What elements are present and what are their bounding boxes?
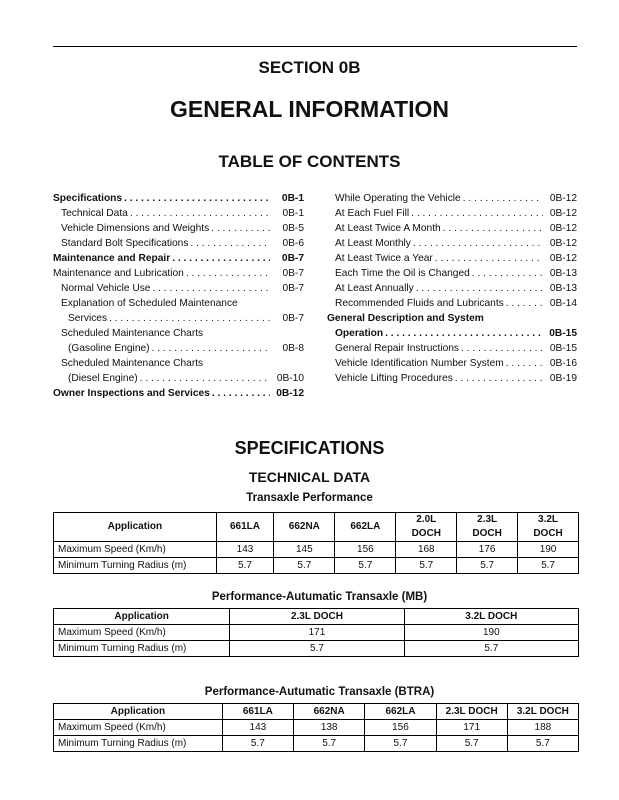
toc-entry[interactable] — [327, 296, 577, 311]
table-header-row — [54, 513, 579, 542]
table-cell: 190 — [518, 542, 579, 558]
column-header: 3.2L DOCH — [404, 609, 578, 625]
toc-entry-title: Recommended Fluids and Lubricants — [335, 298, 504, 309]
toc-entry-title: At Least Annually — [335, 283, 414, 294]
toc-dot-leader — [433, 251, 543, 266]
toc-dot-leader — [122, 191, 270, 206]
toc-entry-title: At Least Twice A Month — [335, 223, 441, 234]
toc-entry[interactable] — [327, 206, 577, 221]
table-row — [54, 641, 579, 657]
table-row — [54, 736, 579, 752]
table-header-row — [54, 704, 579, 720]
table-row — [54, 625, 579, 641]
toc-entry-title: At Least Twice a Year — [335, 253, 433, 264]
toc-entry[interactable] — [327, 221, 577, 236]
toc-entry[interactable] — [53, 221, 304, 236]
table-title-btra: Performance-Autumatic Transaxle (BTRA) — [204, 686, 435, 698]
table-cell: 171 — [436, 720, 507, 736]
toc-entry[interactable] — [327, 251, 577, 266]
row-label: Maximum Speed (Km/h) — [54, 720, 223, 736]
toc-entry-title: Standard Bolt Specifications — [61, 238, 189, 249]
toc-entry-title: Each Time the Oil is Changed — [335, 268, 470, 279]
toc-right-column — [327, 191, 577, 386]
table-row — [54, 720, 579, 736]
toc-entry-page: 0B-7 — [282, 313, 304, 324]
toc-entry-title: While Operating the Vehicle — [335, 193, 461, 204]
toc-entry-page: 0B-6 — [282, 238, 304, 249]
specifications-heading: SPECIFICATIONS — [234, 438, 385, 458]
technical-data-heading: TECHNICAL DATA — [248, 469, 371, 485]
toc-entry-title: (Gasoline Engine) — [68, 343, 150, 354]
toc-entry[interactable] — [53, 206, 304, 221]
toc-entry[interactable] — [327, 191, 577, 206]
toc-dot-leader — [184, 266, 270, 281]
toc-entry-title: Normal Vehicle Use — [61, 283, 151, 294]
table-cell: 5.7 — [518, 558, 579, 574]
toc-entry-page: 0B-12 — [549, 193, 577, 204]
toc-entry[interactable] — [53, 386, 304, 401]
column-header: 662NA — [274, 513, 335, 542]
table-cell: 156 — [365, 720, 436, 736]
toc-dot-leader — [504, 296, 543, 311]
table-cell: 168 — [396, 542, 457, 558]
table-cell: 5.7 — [404, 641, 578, 657]
column-header: 662NA — [293, 704, 364, 720]
toc-entry-title: (Diesel Engine) — [68, 373, 138, 384]
table-cell: 143 — [222, 720, 293, 736]
toc-entry-title: General Description and System — [327, 313, 484, 324]
toc-entry[interactable] — [327, 371, 577, 386]
toc-entry-page: 0B-1 — [282, 208, 304, 219]
table-header-row — [54, 609, 579, 625]
toc-dot-leader — [453, 371, 543, 386]
toc-dot-leader — [150, 341, 270, 356]
table-cell: 143 — [216, 542, 274, 558]
table-cell: 5.7 — [457, 558, 518, 574]
column-header: 3.2L DOCH — [518, 513, 579, 542]
toc-dot-leader — [150, 281, 270, 296]
toc-entry-title: Services — [68, 313, 108, 324]
toc-dot-leader — [461, 191, 543, 206]
toc-entry-page: 0B-13 — [549, 283, 577, 294]
table-cell: 5.7 — [365, 736, 436, 752]
transaxle-performance-table — [53, 512, 579, 574]
column-header: 661LA — [222, 704, 293, 720]
header-rule — [53, 46, 577, 47]
toc-entry-page: 0B-5 — [282, 223, 304, 234]
table-title-mb: Performance-Autumatic Transaxle (MB) — [211, 591, 428, 603]
toc-entry-title: Vehicle Identification Number System — [335, 358, 504, 369]
toc-entry-page: 0B-13 — [549, 268, 577, 279]
toc-entry-title: General Repair Instructions — [335, 343, 460, 354]
column-header: 2.3L DOCH — [436, 704, 507, 720]
toc-entry-page: 0B-15 — [549, 328, 577, 339]
toc-entry-page: 0B-7 — [282, 283, 304, 294]
toc-left-column — [53, 191, 304, 401]
column-header: 2.0L DOCH — [396, 513, 457, 542]
table-cell: 190 — [404, 625, 578, 641]
automatic-transaxle-mb-table — [53, 608, 579, 657]
toc-entry[interactable] — [53, 371, 304, 386]
toc-entry-page: 0B-12 — [549, 253, 577, 264]
toc-entry-page: 0B-14 — [549, 298, 577, 309]
table-cell: 145 — [274, 542, 335, 558]
table-cell: 5.7 — [230, 641, 404, 657]
row-label: Minimum Turning Radius (m) — [54, 558, 217, 574]
column-header: 2.3L DOCH — [457, 513, 518, 542]
toc-dot-leader — [128, 206, 270, 221]
toc-heading: TABLE OF CONTENTS — [218, 152, 401, 171]
toc-entry[interactable] — [53, 236, 304, 251]
toc-entry-title: Owner Inspections and Services — [53, 388, 210, 399]
toc-entry[interactable] — [53, 341, 304, 356]
table-cell: 176 — [457, 542, 518, 558]
toc-entry-title: At Each Fuel Fill — [335, 208, 410, 219]
toc-dot-leader — [441, 221, 543, 236]
toc-entry-page: 0B-12 — [276, 388, 304, 399]
column-header: Application — [54, 609, 230, 625]
table-cell: 171 — [230, 625, 404, 641]
toc-entry-page: 0B-19 — [549, 373, 577, 384]
toc-entry[interactable] — [53, 251, 304, 266]
toc-entry[interactable] — [53, 191, 304, 206]
toc-entry-title: Vehicle Dimensions and Weights — [61, 223, 210, 234]
toc-entry[interactable] — [327, 281, 577, 296]
row-label: Minimum Turning Radius (m) — [54, 736, 223, 752]
toc-entry[interactable] — [53, 281, 304, 296]
column-header: 3.2L DOCH — [507, 704, 578, 720]
toc-entry[interactable] — [53, 311, 304, 326]
table-row — [54, 542, 579, 558]
toc-entry-page: 0B-12 — [549, 208, 577, 219]
row-label: Minimum Turning Radius (m) — [54, 641, 230, 657]
table-title-transaxle: Transaxle Performance — [246, 492, 373, 504]
column-header: 662LA — [365, 704, 436, 720]
table-cell: 156 — [335, 542, 396, 558]
toc-dot-leader — [504, 356, 543, 371]
toc-entry[interactable] — [53, 296, 304, 311]
automatic-transaxle-btra-table — [53, 703, 579, 752]
table-cell: 5.7 — [436, 736, 507, 752]
toc-entry-page: 0B-7 — [282, 268, 304, 279]
table-cell: 5.7 — [507, 736, 578, 752]
toc-dot-leader — [107, 311, 270, 326]
column-header: Application — [54, 704, 223, 720]
toc-entry-page: 0B-7 — [281, 253, 304, 264]
toc-dot-leader — [470, 266, 543, 281]
table-cell: 5.7 — [216, 558, 274, 574]
toc-entry-page: 0B-12 — [549, 223, 577, 234]
column-header: 661LA — [216, 513, 274, 542]
toc-entry-title: Operation — [335, 328, 384, 339]
toc-dot-leader — [414, 281, 543, 296]
toc-entry[interactable] — [327, 311, 577, 326]
toc-dot-leader — [409, 206, 543, 221]
table-cell: 5.7 — [293, 736, 364, 752]
toc-entry[interactable] — [53, 356, 304, 371]
toc-entry-title: Maintenance and Repair — [53, 253, 171, 264]
toc-entry-page: 0B-15 — [549, 343, 577, 354]
toc-entry-title: At Least Monthly — [335, 238, 411, 249]
toc-dot-leader — [209, 221, 270, 236]
row-label: Maximum Speed (Km/h) — [54, 625, 230, 641]
column-header: 2.3L DOCH — [230, 609, 404, 625]
toc-entry[interactable] — [327, 356, 577, 371]
toc-entry-page: 0B-8 — [282, 343, 304, 354]
row-label: Maximum Speed (Km/h) — [54, 542, 217, 558]
toc-entry-page: 0B-10 — [276, 373, 304, 384]
toc-entry[interactable] — [327, 236, 577, 251]
toc-entry-title: Explanation of Scheduled Maintenance — [61, 298, 238, 309]
toc-dot-leader — [138, 371, 270, 386]
toc-dot-leader — [170, 251, 270, 266]
toc-dot-leader — [459, 341, 543, 356]
toc-entry-title: Specifications — [53, 193, 123, 204]
toc-entry-title: Scheduled Maintenance Charts — [61, 358, 204, 369]
toc-entry[interactable] — [327, 266, 577, 281]
table-cell: 5.7 — [396, 558, 457, 574]
toc-entry-title: Vehicle Lifting Procedures — [335, 373, 453, 384]
table-cell: 188 — [507, 720, 578, 736]
toc-entry-title: Maintenance and Lubrication — [53, 268, 184, 279]
column-header: 662LA — [335, 513, 396, 542]
toc-entry[interactable] — [327, 326, 577, 341]
toc-entry[interactable] — [53, 326, 304, 341]
toc-entry-title: Scheduled Maintenance Charts — [61, 328, 204, 339]
table-cell: 5.7 — [222, 736, 293, 752]
page-title: GENERAL INFORMATION — [170, 96, 449, 122]
toc-entry-page: 0B-1 — [281, 193, 304, 204]
table-cell: 138 — [293, 720, 364, 736]
toc-entry-page: 0B-16 — [549, 358, 577, 369]
section-label: SECTION 0B — [258, 58, 361, 77]
toc-entry-page: 0B-12 — [549, 238, 577, 249]
table-cell: 5.7 — [274, 558, 335, 574]
toc-entry-title: Technical Data — [61, 208, 128, 219]
column-header: Application — [54, 513, 217, 542]
table-cell: 5.7 — [335, 558, 396, 574]
toc-entry[interactable] — [327, 341, 577, 356]
toc-dot-leader — [383, 326, 543, 341]
toc-dot-leader — [188, 236, 270, 251]
toc-dot-leader — [210, 386, 270, 401]
toc-dot-leader — [411, 236, 543, 251]
table-row — [54, 558, 579, 574]
toc-entry[interactable] — [53, 266, 304, 281]
